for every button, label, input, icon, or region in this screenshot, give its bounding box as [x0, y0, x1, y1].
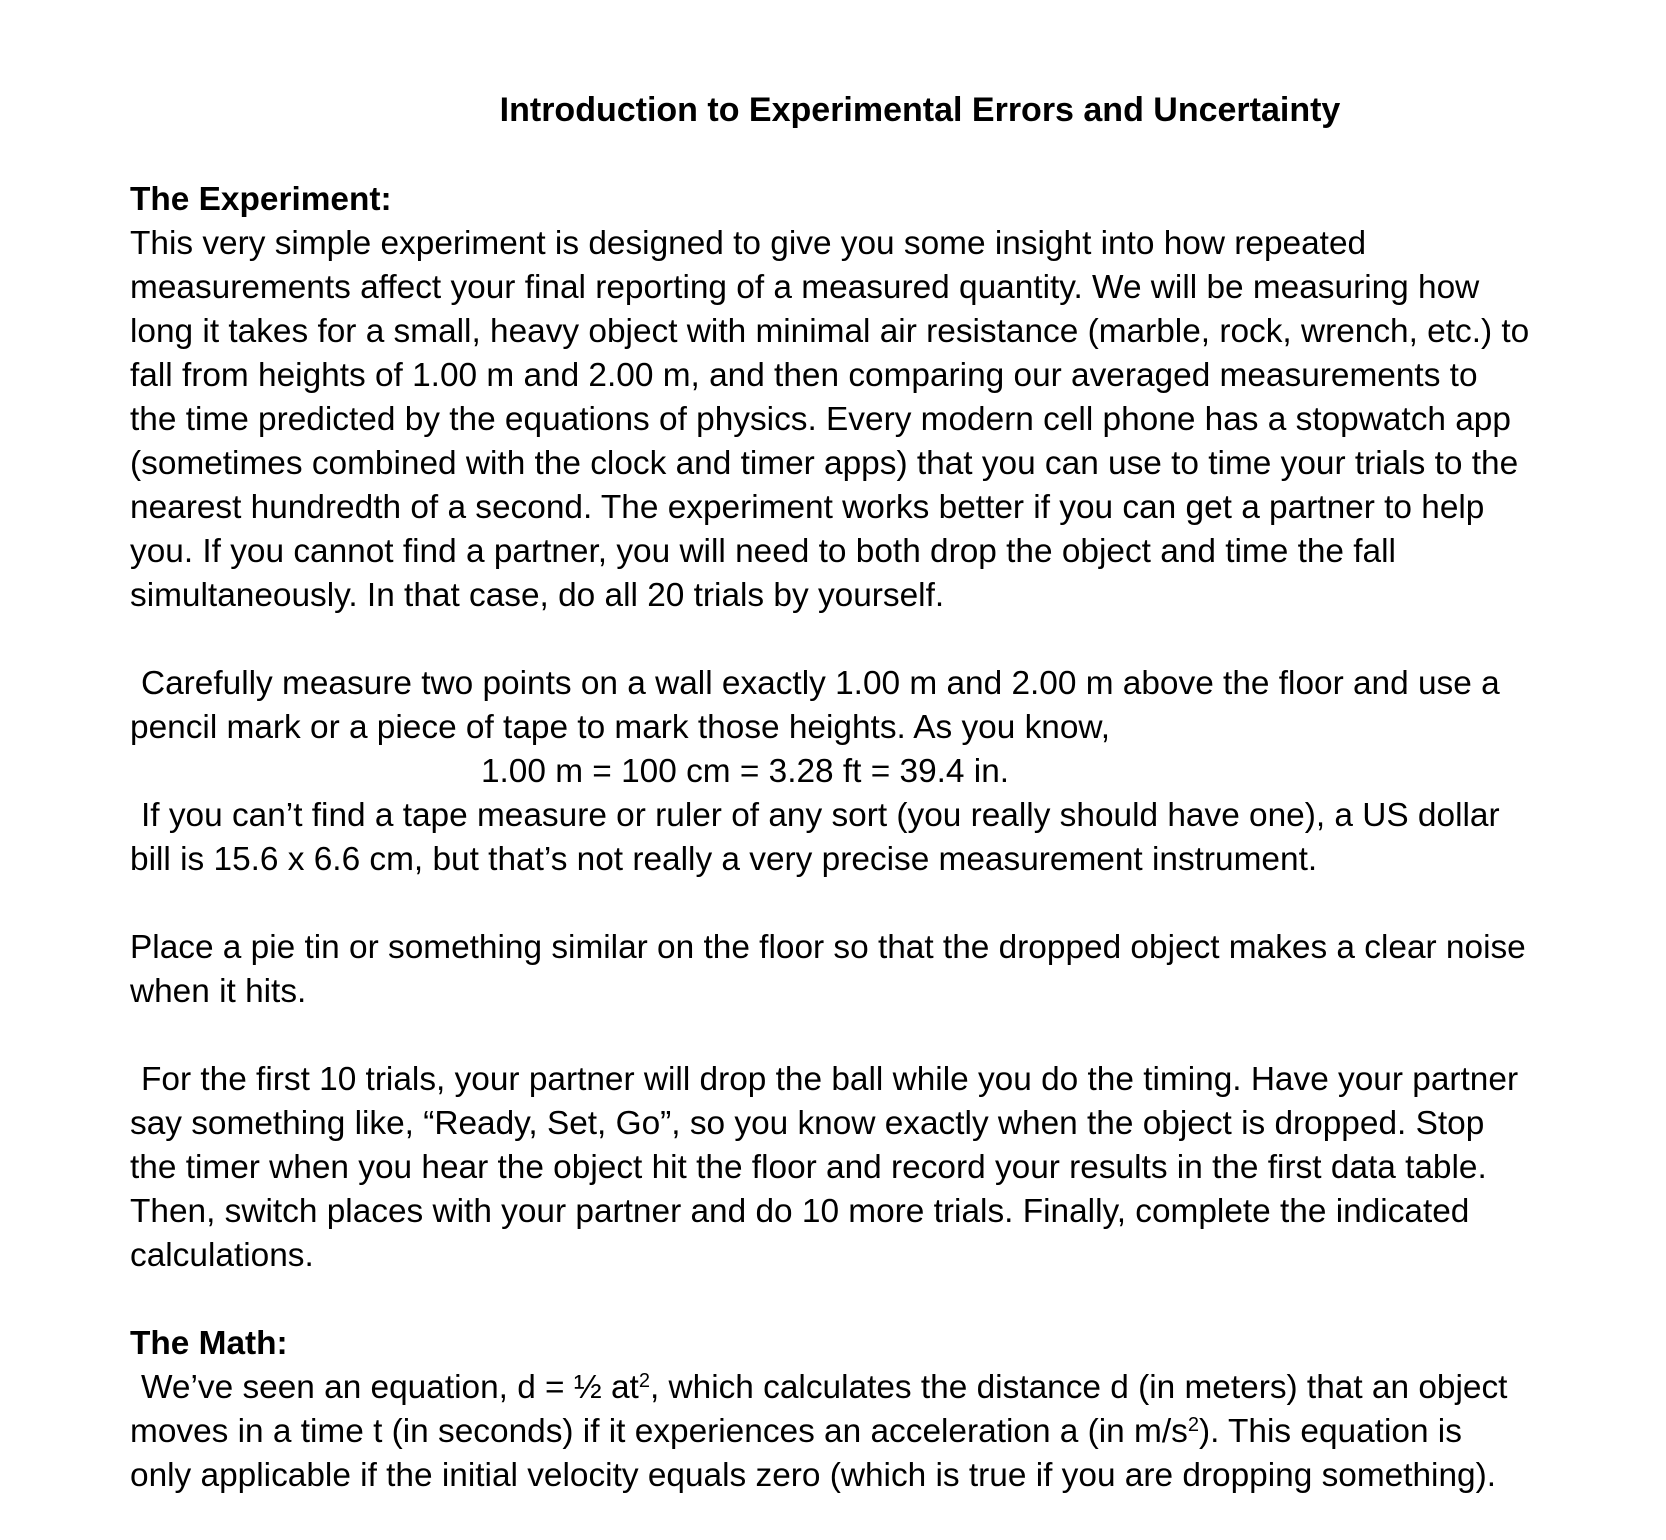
math-text: moves in a time t (in seconds) if it experiences an acceleration a (in m/s — [130, 1413, 1188, 1450]
text-line: measurements affect your final reporting of a measured quantity. We will be measuring how — [130, 269, 1480, 306]
text-line: Carefully measure two points on a wall exactly 1.00 m and 2.00 m above the floor and use a — [141, 665, 1500, 702]
text-line: only applicable if the initial velocity equals zero (which is true if you are dropping something). — [130, 1457, 1497, 1494]
measure-paragraph — [130, 662, 1660, 750]
paragraph-spacer — [130, 1014, 1660, 1058]
math-text: We’ve seen an equation, d = ½ at — [141, 1369, 639, 1406]
text-line: nearest hundredth of a second. The experiment works better if you can get a partner to help — [130, 489, 1485, 526]
text-line — [130, 1410, 1660, 1454]
tape-paragraph — [130, 794, 1660, 882]
text-line: bill is 15.6 x 6.6 cm, but that’s not really a very precise measurement instrument. — [130, 841, 1318, 878]
math-text: ). This equation is — [1198, 1413, 1462, 1450]
math-heading: The Math: — [130, 1325, 288, 1362]
text-line: (sometimes combined with the clock and timer apps) that you can use to time your trials to the — [130, 445, 1519, 482]
paragraph-spacer — [130, 618, 1660, 662]
superscript: 2 — [1187, 1413, 1199, 1436]
conversion-line: 1.00 m = 100 cm = 3.28 ft = 39.4 in. — [480, 753, 1010, 790]
text-line: This very simple experiment is designed to give you some insight into how repeated — [130, 225, 1367, 262]
experiment-paragraph — [130, 222, 1660, 618]
pie-paragraph — [130, 926, 1660, 1014]
text-line: simultaneously. In that case, do all 20 trials by yourself. — [130, 577, 945, 614]
text-line: when it hits. — [130, 973, 307, 1010]
text-line: fall from heights of 1.00 m and 2.00 m, and then comparing our averaged measurements to — [130, 357, 1478, 394]
text-line: Place a pie tin or something similar on the floor so that the dropped object makes a clear noise — [130, 929, 1526, 966]
paragraph-spacer — [130, 1278, 1660, 1322]
text-line — [130, 1366, 1660, 1410]
text-line: If you can’t find a tape measure or ruler of any sort (you really should have one), a US dollar — [141, 797, 1500, 834]
text-line: say something like, “Ready, Set, Go”, so you know exactly when the object is dropped. Stop — [130, 1105, 1485, 1142]
text-line: For the first 10 trials, your partner will drop the ball while you do the timing. Have your partner — [141, 1061, 1519, 1098]
text-line: the time predicted by the equations of physics. Every modern cell phone has a stopwatch app — [130, 401, 1511, 438]
text-line: you. If you cannot find a partner, you will need to both drop the object and time the fall — [130, 533, 1396, 570]
text-line: the timer when you hear the object hit the floor and record your results in the first data table. — [130, 1149, 1487, 1186]
experiment-heading: The Experiment: — [130, 181, 392, 218]
trials-paragraph — [130, 1058, 1660, 1278]
text-line: calculations. — [130, 1237, 314, 1274]
paragraph-spacer — [130, 882, 1660, 926]
text-line: long it takes for a small, heavy object with minimal air resistance (marble, rock, wrench, etc.) to — [130, 313, 1530, 350]
math-paragraph — [130, 1366, 1660, 1498]
document-title: Introduction to Experimental Errors and Uncertainty — [499, 91, 1341, 129]
text-line: pencil mark or a piece of tape to mark those heights. As you know, — [130, 709, 1110, 746]
math-text: , which calculates the distance d (in meters) that an object — [649, 1369, 1508, 1406]
text-line: Then, switch places with your partner and do 10 more trials. Finally, complete the indicated — [130, 1193, 1470, 1230]
superscript: 2 — [638, 1369, 650, 1392]
document-body — [130, 178, 1660, 1498]
